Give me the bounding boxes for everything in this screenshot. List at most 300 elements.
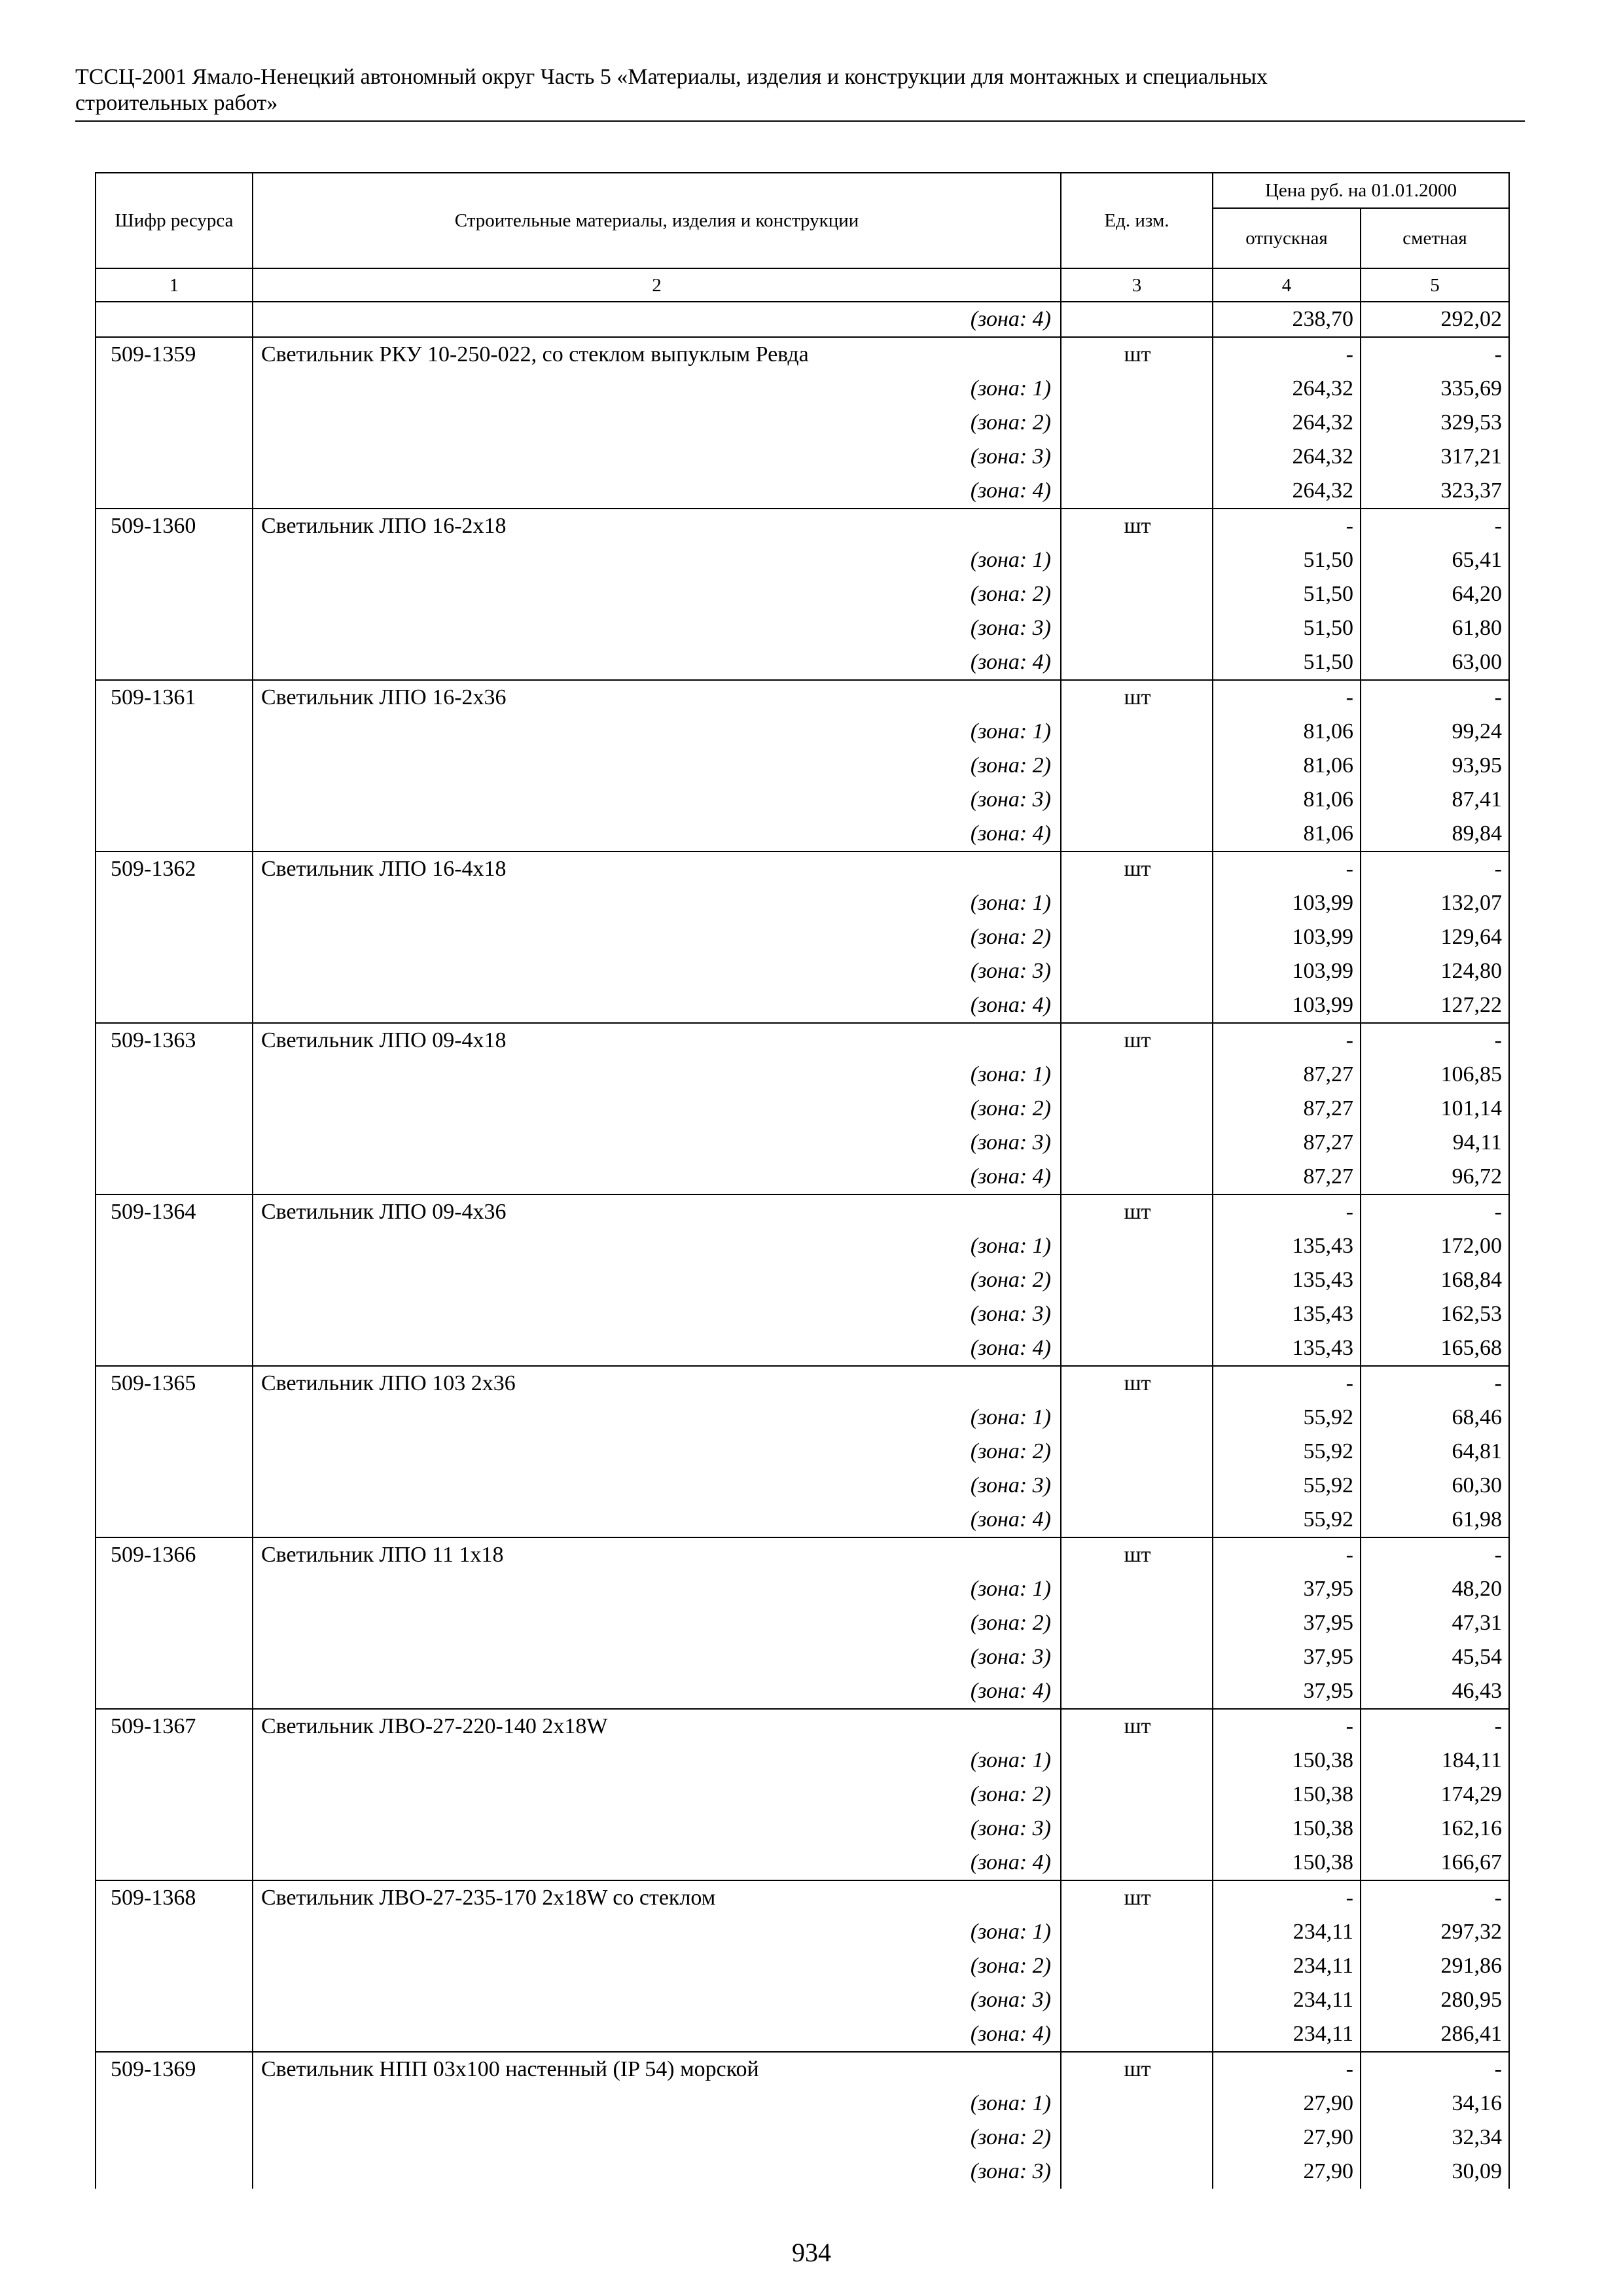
unit-cell-empty xyxy=(1061,1983,1213,2017)
estimate-price: 162,53 xyxy=(1361,1297,1509,1331)
unit-cell: шт xyxy=(1061,1880,1213,1915)
material-name: Светильник ЛПО 16-2х36 xyxy=(253,680,1061,715)
table-row-zone xyxy=(96,302,1509,337)
estimate-price: - xyxy=(1361,1194,1509,1229)
table-row-zone xyxy=(96,2121,1509,2155)
resource-code-empty xyxy=(96,611,253,645)
estimate-price: 48,20 xyxy=(1361,1572,1509,1606)
zone-label: (зона: 1) xyxy=(253,1229,1061,1263)
material-name: Светильник ЛВО-27-235-170 2х18W со стеклом xyxy=(253,1880,1061,1915)
unit-cell-empty xyxy=(1061,1263,1213,1297)
release-price: 103,99 xyxy=(1213,954,1361,988)
table-row-zone xyxy=(96,715,1509,749)
estimate-price: 64,81 xyxy=(1361,1435,1509,1469)
material-name: Светильник ЛПО 11 1х18 xyxy=(253,1537,1061,1572)
unit-cell-empty xyxy=(1061,1778,1213,1812)
estimate-price: 297,32 xyxy=(1361,1915,1509,1949)
table-row-zone xyxy=(96,1983,1509,2017)
unit-cell-empty xyxy=(1061,302,1213,337)
table-row-item xyxy=(96,1366,1509,1401)
resource-code-empty xyxy=(96,474,253,509)
zone-label: (зона: 3) xyxy=(253,1983,1061,2017)
zone-label: (зона: 4) xyxy=(253,2017,1061,2052)
estimate-price: 286,41 xyxy=(1361,2017,1509,2052)
release-price: 238,70 xyxy=(1213,302,1361,337)
zone-label: (зона: 1) xyxy=(253,1572,1061,1606)
resource-code-empty xyxy=(96,749,253,783)
zone-label: (зона: 4) xyxy=(253,645,1061,680)
resource-code-empty xyxy=(96,1092,253,1126)
table-row-zone xyxy=(96,920,1509,954)
estimate-price: 65,41 xyxy=(1361,543,1509,577)
table-row-zone xyxy=(96,817,1509,852)
unit-cell-empty xyxy=(1061,1606,1213,1640)
zone-label: (зона: 3) xyxy=(253,1469,1061,1503)
unit-cell-empty xyxy=(1061,1229,1213,1263)
resource-code: 509-1369 xyxy=(96,2052,253,2087)
unit-cell-empty xyxy=(1061,543,1213,577)
resource-code-empty xyxy=(96,886,253,920)
unit-cell-empty xyxy=(1061,2087,1213,2121)
estimate-price: 47,31 xyxy=(1361,1606,1509,1640)
unit-cell-empty xyxy=(1061,715,1213,749)
header-column-number: 4 xyxy=(1213,268,1361,302)
release-price: 103,99 xyxy=(1213,988,1361,1023)
unit-cell-empty xyxy=(1061,2017,1213,2052)
zone-label: (зона: 1) xyxy=(253,1744,1061,1778)
resource-code-empty xyxy=(96,1229,253,1263)
release-price: - xyxy=(1213,852,1361,886)
estimate-price: 99,24 xyxy=(1361,715,1509,749)
resource-code: 509-1366 xyxy=(96,1537,253,1572)
estimate-price: 129,64 xyxy=(1361,920,1509,954)
release-price: 81,06 xyxy=(1213,749,1361,783)
release-price: 234,11 xyxy=(1213,1983,1361,2017)
estimate-price: 32,34 xyxy=(1361,2121,1509,2155)
release-price: 37,95 xyxy=(1213,1674,1361,1709)
zone-label: (зона: 4) xyxy=(253,1503,1061,1537)
zone-label: (зона: 4) xyxy=(253,817,1061,852)
estimate-price: 323,37 xyxy=(1361,474,1509,509)
table-row-item xyxy=(96,680,1509,715)
table-row-zone xyxy=(96,2017,1509,2052)
estimate-price: 87,41 xyxy=(1361,783,1509,817)
zone-label: (зона: 3) xyxy=(253,2155,1061,2189)
estimate-price: 335,69 xyxy=(1361,372,1509,406)
release-price: 51,50 xyxy=(1213,543,1361,577)
resource-code: 509-1368 xyxy=(96,1880,253,1915)
estimate-price: 292,02 xyxy=(1361,302,1509,337)
resource-code-empty xyxy=(96,1435,253,1469)
release-price: 135,43 xyxy=(1213,1229,1361,1263)
unit-cell-empty xyxy=(1061,2155,1213,2189)
resource-code-empty xyxy=(96,2087,253,2121)
resource-code-empty xyxy=(96,1606,253,1640)
resource-code-empty xyxy=(96,1915,253,1949)
release-price: 37,95 xyxy=(1213,1572,1361,1606)
release-price: 234,11 xyxy=(1213,2017,1361,2052)
unit-cell: шт xyxy=(1061,509,1213,543)
table-row-zone xyxy=(96,1058,1509,1092)
unit-cell-empty xyxy=(1061,1435,1213,1469)
resource-code-empty xyxy=(96,920,253,954)
table-row-item xyxy=(96,852,1509,886)
release-price: 87,27 xyxy=(1213,1160,1361,1194)
estimate-price: 174,29 xyxy=(1361,1778,1509,1812)
table-row-zone xyxy=(96,372,1509,406)
zone-label: (зона: 2) xyxy=(253,1949,1061,1983)
table-row-zone xyxy=(96,954,1509,988)
table-row-zone xyxy=(96,988,1509,1023)
zone-label: (зона: 4) xyxy=(253,988,1061,1023)
estimate-price: 280,95 xyxy=(1361,1983,1509,2017)
unit-cell-empty xyxy=(1061,1092,1213,1126)
unit-cell: шт xyxy=(1061,1194,1213,1229)
unit-cell: шт xyxy=(1061,337,1213,372)
estimate-price: - xyxy=(1361,1537,1509,1572)
unit-cell: шт xyxy=(1061,1366,1213,1401)
release-price: 103,99 xyxy=(1213,920,1361,954)
resource-code: 509-1365 xyxy=(96,1366,253,1401)
header-name: Строительные материалы, изделия и конструкции xyxy=(253,173,1061,268)
unit-cell-empty xyxy=(1061,1915,1213,1949)
release-price: 27,90 xyxy=(1213,2155,1361,2189)
release-price: 135,43 xyxy=(1213,1331,1361,1366)
table-row-zone xyxy=(96,440,1509,474)
estimate-price: 184,11 xyxy=(1361,1744,1509,1778)
table-row-zone xyxy=(96,611,1509,645)
unit-cell-empty xyxy=(1061,440,1213,474)
zone-label: (зона: 2) xyxy=(253,1778,1061,1812)
resource-code-empty xyxy=(96,1263,253,1297)
release-price: 264,32 xyxy=(1213,440,1361,474)
header-price-group: Цена руб. на 01.01.2000 xyxy=(1213,173,1509,208)
unit-cell-empty xyxy=(1061,1812,1213,1846)
table-row-zone xyxy=(96,1778,1509,1812)
table-row-zone xyxy=(96,1949,1509,1983)
estimate-price: - xyxy=(1361,1366,1509,1401)
estimate-price: 45,54 xyxy=(1361,1640,1509,1674)
resource-code: 509-1359 xyxy=(96,337,253,372)
zone-label: (зона: 2) xyxy=(253,920,1061,954)
release-price: - xyxy=(1213,1194,1361,1229)
zone-label: (зона: 1) xyxy=(253,1915,1061,1949)
unit-cell-empty xyxy=(1061,817,1213,852)
header-rule xyxy=(75,120,1525,122)
release-price: - xyxy=(1213,1537,1361,1572)
header-column-number: 1 xyxy=(96,268,253,302)
resource-code-empty xyxy=(96,543,253,577)
table-row-zone xyxy=(96,886,1509,920)
release-price: - xyxy=(1213,1023,1361,1058)
release-price: 87,27 xyxy=(1213,1092,1361,1126)
release-price: 81,06 xyxy=(1213,817,1361,852)
table-row-zone xyxy=(96,1846,1509,1880)
zone-label: (зона: 3) xyxy=(253,1812,1061,1846)
resource-code: 509-1364 xyxy=(96,1194,253,1229)
zone-label: (зона: 2) xyxy=(253,577,1061,611)
release-price: 55,92 xyxy=(1213,1469,1361,1503)
release-price: - xyxy=(1213,680,1361,715)
estimate-price: 168,84 xyxy=(1361,1263,1509,1297)
resource-code-empty xyxy=(96,715,253,749)
table-row-item xyxy=(96,337,1509,372)
zone-label: (зона: 4) xyxy=(253,474,1061,509)
resource-code-empty xyxy=(96,1503,253,1537)
resource-code-empty xyxy=(96,1778,253,1812)
material-name: Светильник ЛВО-27-220-140 2х18W xyxy=(253,1709,1061,1744)
zone-label: (зона: 1) xyxy=(253,886,1061,920)
release-price: 27,90 xyxy=(1213,2121,1361,2155)
estimate-price: - xyxy=(1361,337,1509,372)
header-column-number: 3 xyxy=(1061,268,1213,302)
material-name: Светильник ЛПО 09-4х36 xyxy=(253,1194,1061,1229)
estimate-price: - xyxy=(1361,1880,1509,1915)
resource-code-empty xyxy=(96,1744,253,1778)
release-price: - xyxy=(1213,1880,1361,1915)
resource-code: 509-1367 xyxy=(96,1709,253,1744)
table-header xyxy=(96,173,1509,302)
price-table xyxy=(95,172,1510,2189)
release-price: 51,50 xyxy=(1213,577,1361,611)
zone-label: (зона: 3) xyxy=(253,1126,1061,1160)
zone-label: (зона: 1) xyxy=(253,1058,1061,1092)
estimate-price: - xyxy=(1361,852,1509,886)
estimate-price: 162,16 xyxy=(1361,1812,1509,1846)
unit-cell-empty xyxy=(1061,1126,1213,1160)
unit-cell-empty xyxy=(1061,2121,1213,2155)
table-row-zone xyxy=(96,543,1509,577)
resource-code-empty xyxy=(96,2017,253,2052)
resource-code-empty xyxy=(96,645,253,680)
release-price: - xyxy=(1213,509,1361,543)
release-price: 264,32 xyxy=(1213,474,1361,509)
unit-cell-empty xyxy=(1061,577,1213,611)
release-price: - xyxy=(1213,2052,1361,2087)
release-price: 51,50 xyxy=(1213,645,1361,680)
estimate-price: 291,86 xyxy=(1361,1949,1509,1983)
unit-cell-empty xyxy=(1061,645,1213,680)
resource-code-empty xyxy=(96,954,253,988)
resource-code: 509-1363 xyxy=(96,1023,253,1058)
resource-code-empty xyxy=(96,1949,253,1983)
table-row-item xyxy=(96,1194,1509,1229)
header-unit: Ед. изм. xyxy=(1061,173,1213,268)
table-row-item xyxy=(96,1709,1509,1744)
table-row-zone xyxy=(96,1126,1509,1160)
material-name: Светильник ЛПО 16-4х18 xyxy=(253,852,1061,886)
resource-code-empty xyxy=(96,988,253,1023)
estimate-price: 30,09 xyxy=(1361,2155,1509,2189)
zone-label: (зона: 4) xyxy=(253,1160,1061,1194)
resource-code-empty xyxy=(96,1401,253,1435)
release-price: 135,43 xyxy=(1213,1297,1361,1331)
zone-label: (зона: 2) xyxy=(253,406,1061,440)
release-price: 234,11 xyxy=(1213,1949,1361,1983)
table-row-zone xyxy=(96,1331,1509,1366)
table-row-zone xyxy=(96,1263,1509,1297)
document-header-line-1: ТССЦ-2001 Ямало-Ненецкий автономный округ Часть 5 «Материалы, изделия и конструкции для монтажных и специальных xyxy=(75,65,1268,89)
estimate-price: - xyxy=(1361,1709,1509,1744)
unit-cell-empty xyxy=(1061,611,1213,645)
resource-code-empty xyxy=(96,1983,253,2017)
release-price: 37,95 xyxy=(1213,1640,1361,1674)
unit-cell-empty xyxy=(1061,1572,1213,1606)
release-price: 55,92 xyxy=(1213,1435,1361,1469)
estimate-price: 94,11 xyxy=(1361,1126,1509,1160)
unit-cell-empty xyxy=(1061,1640,1213,1674)
unit-cell-empty xyxy=(1061,783,1213,817)
header-column-number: 5 xyxy=(1361,268,1509,302)
header-release-price: отпускная xyxy=(1213,208,1361,268)
resource-code-empty xyxy=(96,1674,253,1709)
unit-cell-empty xyxy=(1061,1846,1213,1880)
release-price: 37,95 xyxy=(1213,1606,1361,1640)
resource-code-empty xyxy=(96,406,253,440)
unit-cell: шт xyxy=(1061,1023,1213,1058)
table-row-zone xyxy=(96,1572,1509,1606)
zone-label: (зона: 2) xyxy=(253,1263,1061,1297)
estimate-price: - xyxy=(1361,680,1509,715)
header-column-number: 2 xyxy=(253,268,1061,302)
table-row-item xyxy=(96,1023,1509,1058)
estimate-price: - xyxy=(1361,1023,1509,1058)
estimate-price: 166,67 xyxy=(1361,1846,1509,1880)
release-price: 87,27 xyxy=(1213,1058,1361,1092)
unit-cell-empty xyxy=(1061,954,1213,988)
unit-cell: шт xyxy=(1061,1537,1213,1572)
zone-label: (зона: 2) xyxy=(253,1092,1061,1126)
release-price: 87,27 xyxy=(1213,1126,1361,1160)
zone-label: (зона: 3) xyxy=(253,1640,1061,1674)
resource-code: 509-1360 xyxy=(96,509,253,543)
table-body xyxy=(96,302,1509,2189)
zone-label: (зона: 1) xyxy=(253,1401,1061,1435)
material-name: Светильник ЛПО 103 2х36 xyxy=(253,1366,1061,1401)
estimate-price: 329,53 xyxy=(1361,406,1509,440)
estimate-price: 61,98 xyxy=(1361,1503,1509,1537)
unit-cell-empty xyxy=(1061,1331,1213,1366)
unit-cell-empty xyxy=(1061,1674,1213,1709)
zone-label: (зона: 2) xyxy=(253,1435,1061,1469)
estimate-price: 89,84 xyxy=(1361,817,1509,852)
zone-label: (зона: 4) xyxy=(253,1846,1061,1880)
table-row-zone xyxy=(96,2087,1509,2121)
header-code: Шифр ресурса xyxy=(96,173,253,268)
estimate-price: 93,95 xyxy=(1361,749,1509,783)
unit-cell: шт xyxy=(1061,1709,1213,1744)
zone-label: (зона: 1) xyxy=(253,372,1061,406)
zone-label: (зона: 1) xyxy=(253,543,1061,577)
table-row-item xyxy=(96,509,1509,543)
zone-label: (зона: 4) xyxy=(253,302,1061,337)
table-row-zone xyxy=(96,1401,1509,1435)
table-row-zone xyxy=(96,1915,1509,1949)
resource-code-empty xyxy=(96,783,253,817)
release-price: 150,38 xyxy=(1213,1744,1361,1778)
resource-code-empty xyxy=(96,1331,253,1366)
resource-code-empty xyxy=(96,1469,253,1503)
estimate-price: 60,30 xyxy=(1361,1469,1509,1503)
release-price: 135,43 xyxy=(1213,1263,1361,1297)
release-price: 150,38 xyxy=(1213,1846,1361,1880)
zone-label: (зона: 1) xyxy=(253,2087,1061,2121)
resource-code-empty xyxy=(96,1812,253,1846)
resource-code-empty xyxy=(96,1126,253,1160)
material-name: Светильник ЛПО 09-4х18 xyxy=(253,1023,1061,1058)
release-price: - xyxy=(1213,337,1361,372)
resource-code-empty xyxy=(96,1572,253,1606)
resource-code-empty xyxy=(96,1846,253,1880)
unit-cell: шт xyxy=(1061,2052,1213,2087)
estimate-price: 127,22 xyxy=(1361,988,1509,1023)
unit-cell-empty xyxy=(1061,1297,1213,1331)
table-row-zone xyxy=(96,749,1509,783)
table-row-item xyxy=(96,1537,1509,1572)
table-row-zone xyxy=(96,1160,1509,1194)
zone-label: (зона: 3) xyxy=(253,954,1061,988)
table-row-item xyxy=(96,2052,1509,2087)
estimate-price: - xyxy=(1361,2052,1509,2087)
unit-cell-empty xyxy=(1061,886,1213,920)
resource-code-empty xyxy=(96,1640,253,1674)
unit-cell: шт xyxy=(1061,680,1213,715)
zone-label: (зона: 2) xyxy=(253,2121,1061,2155)
table-row-zone xyxy=(96,1503,1509,1537)
unit-cell: шт xyxy=(1061,852,1213,886)
release-price: 234,11 xyxy=(1213,1915,1361,1949)
estimate-price: 106,85 xyxy=(1361,1058,1509,1092)
table-row-zone xyxy=(96,1435,1509,1469)
release-price: 81,06 xyxy=(1213,715,1361,749)
release-price: 150,38 xyxy=(1213,1778,1361,1812)
estimate-price: 317,21 xyxy=(1361,440,1509,474)
unit-cell-empty xyxy=(1061,474,1213,509)
release-price: 264,32 xyxy=(1213,406,1361,440)
estimate-price: - xyxy=(1361,509,1509,543)
estimate-price: 34,16 xyxy=(1361,2087,1509,2121)
estimate-price: 61,80 xyxy=(1361,611,1509,645)
release-price: 264,32 xyxy=(1213,372,1361,406)
zone-label: (зона: 3) xyxy=(253,611,1061,645)
unit-cell-empty xyxy=(1061,920,1213,954)
table-row-zone xyxy=(96,1229,1509,1263)
header-estimate-price: сметная xyxy=(1361,208,1509,268)
estimate-price: 68,46 xyxy=(1361,1401,1509,1435)
resource-code-empty xyxy=(96,372,253,406)
unit-cell-empty xyxy=(1061,372,1213,406)
estimate-price: 165,68 xyxy=(1361,1331,1509,1366)
unit-cell-empty xyxy=(1061,406,1213,440)
release-price: 51,50 xyxy=(1213,611,1361,645)
release-price: 55,92 xyxy=(1213,1503,1361,1537)
resource-code-empty xyxy=(96,1297,253,1331)
zone-label: (зона: 2) xyxy=(253,1606,1061,1640)
table-row-zone xyxy=(96,1469,1509,1503)
table-row-zone xyxy=(96,2155,1509,2189)
page-number: 934 xyxy=(792,2238,831,2267)
estimate-price: 64,20 xyxy=(1361,577,1509,611)
table-row-zone xyxy=(96,577,1509,611)
resource-code-empty xyxy=(96,577,253,611)
table-row-zone xyxy=(96,1092,1509,1126)
release-price: - xyxy=(1213,1709,1361,1744)
table-row-zone xyxy=(96,1812,1509,1846)
estimate-price: 63,00 xyxy=(1361,645,1509,680)
document-header xyxy=(75,64,1525,117)
estimate-price: 124,80 xyxy=(1361,954,1509,988)
zone-label: (зона: 3) xyxy=(253,783,1061,817)
